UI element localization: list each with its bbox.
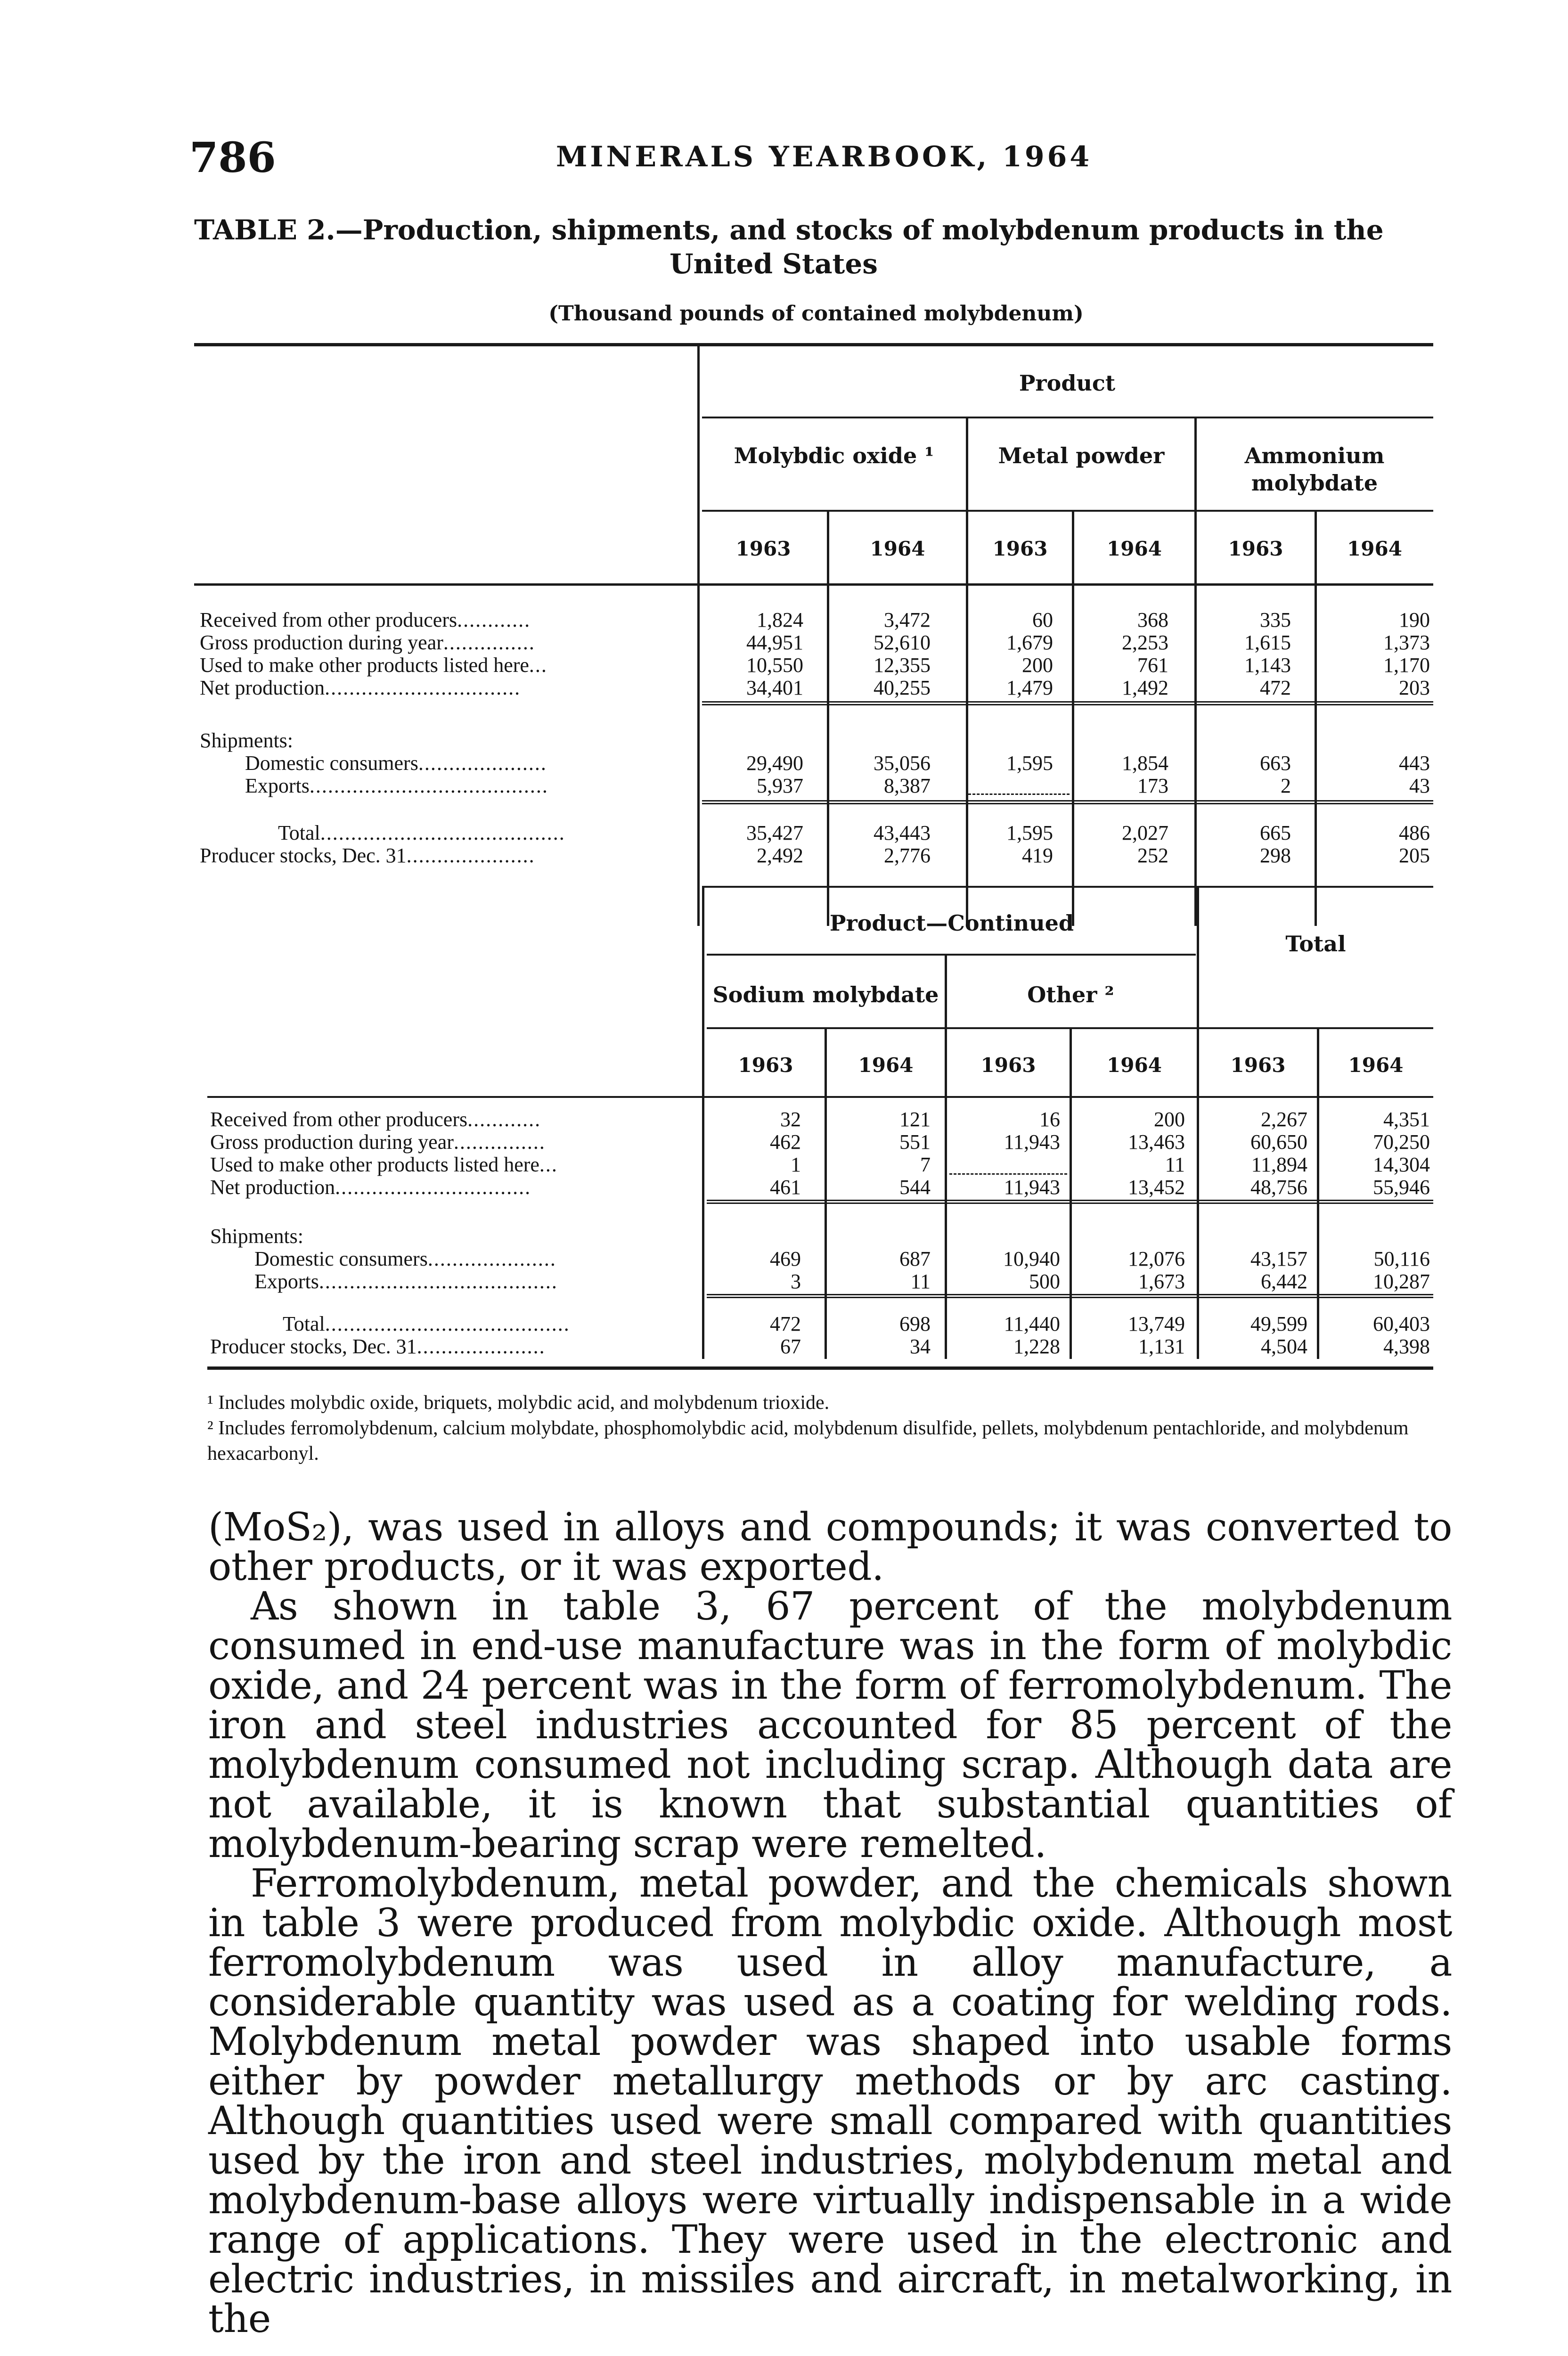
- p2-exports-2: 500: [1029, 1270, 1060, 1293]
- p1-total-4: 665: [1260, 821, 1291, 844]
- p2-domestic-4: 43,157: [1250, 1247, 1307, 1270]
- p1-exports-5: 43: [1409, 774, 1430, 797]
- p1-exports-3: 173: [1137, 774, 1168, 797]
- rule: [194, 583, 1433, 586]
- row-label-shipments: Shipments:: [210, 1225, 304, 1248]
- row-label-received: Received from other producers............: [200, 608, 531, 631]
- p2-stocks-2: 1,228: [1013, 1335, 1060, 1358]
- p2-gross-2: 11,943: [1004, 1130, 1060, 1153]
- year-1963: 1963: [1230, 1054, 1286, 1077]
- p2-received-0: 32: [780, 1108, 801, 1131]
- year-1963: 1963: [992, 537, 1048, 560]
- paragraph-1: (MoS₂), was used in alloys and compounds; it was converted to other products, or it was exported.: [208, 1505, 1452, 1589]
- footnote-2: ² Includes ferromolybdenum, calcium molybdate, phosphomolybdic acid, molybdenum disulfide, pellets, molybdenum pentachloride, and molybdenum hexacarbonyl.: [207, 1417, 1409, 1464]
- p1-used-5: 1,170: [1383, 654, 1430, 677]
- p1-domestic-2: 1,595: [1006, 752, 1053, 775]
- row-label-used: Used to make other products listed here...: [210, 1153, 558, 1176]
- year-1963: 1963: [1228, 537, 1283, 560]
- p1-stocks-2: 419: [1022, 844, 1053, 867]
- p1-domestic-0: 29,490: [746, 752, 803, 775]
- p2-net-4: 48,756: [1250, 1176, 1307, 1199]
- row-label-total: Total........................................: [283, 1312, 570, 1335]
- p1-stocks-5: 205: [1399, 844, 1430, 867]
- p1-received-4: 335: [1260, 608, 1291, 631]
- table-caption: [194, 213, 1438, 281]
- p2-net-5: 55,946: [1373, 1176, 1430, 1199]
- rule: [702, 803, 1433, 804]
- p2-domestic-1: 687: [899, 1247, 931, 1270]
- row-label-total: Total........................................: [278, 821, 565, 844]
- rule: [207, 1096, 1433, 1098]
- year-1964: 1964: [1107, 1054, 1162, 1077]
- product-continued-header: Product—Continued: [829, 910, 1074, 936]
- rule: [707, 1200, 1433, 1201]
- p1-exports-1: 8,387: [884, 774, 931, 797]
- group-sodium-molybdate: Sodium molybdate: [712, 982, 939, 1007]
- p2-exports-4: 6,442: [1261, 1270, 1307, 1293]
- p1-gross-1: 52,610: [874, 631, 931, 654]
- table-caption-line1: TABLE 2.—Production, shipments, and stocks of molybdenum products in the: [194, 214, 1384, 246]
- p2-total-2: 11,440: [1004, 1312, 1060, 1335]
- year-1964: 1964: [858, 1054, 914, 1077]
- row-label-domestic: Domestic consumers.....................: [254, 1247, 556, 1270]
- row-label-received: Received from other producers............: [210, 1108, 541, 1131]
- rule: [702, 510, 1433, 512]
- year-1963: 1963: [980, 1054, 1036, 1077]
- col-divider: [945, 956, 947, 1359]
- p1-net-5: 203: [1399, 676, 1430, 699]
- stub-divider: [697, 346, 700, 926]
- p2-received-4: 2,267: [1261, 1108, 1307, 1131]
- p1-gross-0: 44,951: [746, 631, 803, 654]
- p1-used-1: 12,355: [874, 654, 931, 677]
- table-caption-line2: United States: [670, 248, 878, 280]
- paragraph-2: As shown in table 3, 67 percent of the molybdenum consumed in end-use manufacture was in the form of molybdic oxide, and 24 percent was in the form of ferromolybdenum. The iron and steel industries accounted for 85 percent of the molybdenum consumed not including scrap. Although data are not available, it is known that substantial quantities of molybdenum-bearing scrap were remelted.: [208, 1584, 1452, 1866]
- p2-gross-1: 551: [899, 1130, 931, 1153]
- rule: [702, 800, 1433, 802]
- footnote-1: ¹ Includes molybdic oxide, briquets, molybdic acid, and molybdenum trioxide.: [207, 1392, 830, 1414]
- p1-stocks-0: 2,492: [757, 844, 803, 867]
- p2-received-5: 4,351: [1383, 1108, 1430, 1131]
- p2-domestic-2: 10,940: [1003, 1247, 1060, 1270]
- p1-gross-5: 1,373: [1383, 631, 1430, 654]
- year-1964: 1964: [1348, 1054, 1404, 1077]
- p2-stocks-1: 34: [910, 1335, 931, 1358]
- p1-received-0: 1,824: [757, 608, 803, 631]
- row-label-used: Used to make other products listed here...: [200, 654, 547, 677]
- p2-exports-0: 3: [791, 1270, 801, 1293]
- paragraph-3: Ferromolybdenum, metal powder, and the chemicals shown in table 3 were produced from molybdic oxide. Although most ferromolybdenum was used in alloy manufacture, a considerable quantity was used as a coating for welding rods. Molybdenum metal powder was shaped into usable forms either by powder metallurgy methods or by arc casting. Although quantities used were small compared with quantities used by the iron and steel industries, molybdenum metal and molybdenum-base alloys were virtually indispensable in a wide range of applications. They were used in the electronic and electric industries, in missiles and aircraft, in metalworking, in the: [208, 1861, 1452, 2341]
- row-label-gross: Gross production during year...............: [200, 631, 535, 654]
- p1-net-0: 34,401: [746, 676, 803, 699]
- p2-used-5: 14,304: [1373, 1153, 1430, 1176]
- p1-total-1: 43,443: [874, 821, 931, 844]
- p2-total-3: 13,749: [1128, 1312, 1185, 1335]
- p2-domestic-5: 50,116: [1373, 1247, 1430, 1270]
- rule: [707, 1203, 1433, 1204]
- p2-used-3: 11: [1165, 1153, 1185, 1176]
- p2-stocks-4: 4,504: [1261, 1335, 1307, 1358]
- table-top-rule: [194, 343, 1433, 346]
- total-header: Total: [1285, 931, 1346, 957]
- stub-divider: [702, 888, 704, 1359]
- row-label-gross: Gross production during year...............: [210, 1130, 546, 1153]
- p1-net-1: 40,255: [874, 676, 931, 699]
- year-1964: 1964: [1107, 537, 1162, 560]
- p1-exports-4: 2: [1281, 774, 1291, 797]
- row-label-stocks: Producer stocks, Dec. 31.....................: [200, 844, 535, 867]
- product-header: Product: [1019, 370, 1116, 396]
- running-title: MINERALS YEARBOOK, 1964: [556, 140, 1093, 173]
- p2-received-3: 200: [1154, 1108, 1185, 1131]
- p2-total-1: 698: [899, 1312, 931, 1335]
- table-bottom-rule: [207, 1366, 1433, 1370]
- year-1963: 1963: [738, 1054, 793, 1077]
- p2-stocks-3: 1,131: [1138, 1335, 1185, 1358]
- p2-gross-5: 70,250: [1373, 1130, 1430, 1153]
- p2-exports-5: 10,287: [1373, 1270, 1430, 1293]
- p2-received-1: 121: [899, 1108, 931, 1131]
- group-metal-powder: Metal powder: [998, 443, 1165, 468]
- p2-stocks-5: 4,398: [1383, 1335, 1430, 1358]
- p1-net-3: 1,492: [1122, 676, 1168, 699]
- p1-stocks-4: 298: [1260, 844, 1291, 867]
- rule: [707, 1297, 1433, 1298]
- rule: [968, 794, 1070, 796]
- p1-received-2: 60: [1032, 608, 1053, 631]
- p2-exports-1: 11: [910, 1270, 931, 1293]
- p1-domestic-1: 35,056: [874, 752, 931, 775]
- page-number: 786: [189, 133, 276, 182]
- p2-domestic-3: 12,076: [1128, 1247, 1185, 1270]
- row-label-exports: Exports.......................................: [245, 774, 548, 797]
- group-other: Other ²: [1027, 982, 1114, 1007]
- p1-total-2: 1,595: [1006, 821, 1053, 844]
- p1-exports-0: 5,937: [757, 774, 803, 797]
- row-label-domestic: Domestic consumers.....................: [245, 752, 547, 775]
- group-molybdic-oxide: Molybdic oxide ¹: [734, 443, 934, 468]
- p1-received-1: 3,472: [884, 608, 931, 631]
- body-text: [208, 1505, 1452, 2341]
- p2-total-0: 472: [770, 1312, 801, 1335]
- year-1964: 1964: [870, 537, 925, 560]
- p2-used-0: 1: [791, 1153, 801, 1176]
- row-label-net: Net production................................: [200, 676, 521, 699]
- p2-received-2: 16: [1039, 1108, 1060, 1131]
- p2-stocks-0: 67: [780, 1335, 801, 1358]
- p1-used-2: 200: [1022, 654, 1053, 677]
- p2-net-3: 13,452: [1128, 1176, 1185, 1199]
- p2-net-1: 544: [899, 1176, 931, 1199]
- rule: [707, 1294, 1433, 1295]
- rule: [702, 417, 1433, 418]
- p2-net-0: 461: [770, 1176, 801, 1199]
- row-label-net: Net production................................: [210, 1176, 531, 1199]
- p1-gross-2: 1,679: [1006, 631, 1053, 654]
- p1-gross-3: 2,253: [1122, 631, 1168, 654]
- p1-used-3: 761: [1137, 654, 1168, 677]
- p2-domestic-0: 469: [770, 1247, 801, 1270]
- year-1963: 1963: [735, 537, 791, 560]
- p2-total-5: 60,403: [1373, 1312, 1430, 1335]
- rule: [702, 701, 1433, 703]
- p1-domestic-5: 443: [1399, 752, 1430, 775]
- rule: [707, 954, 1196, 956]
- p1-stocks-1: 2,776: [884, 844, 931, 867]
- year-1964: 1964: [1347, 537, 1402, 560]
- p2-used-4: 11,894: [1251, 1153, 1307, 1176]
- row-label-stocks: Producer stocks, Dec. 31.....................: [210, 1335, 546, 1358]
- p1-gross-4: 1,615: [1244, 631, 1291, 654]
- p2-total-4: 49,599: [1250, 1312, 1307, 1335]
- p1-stocks-3: 252: [1137, 844, 1168, 867]
- p1-received-3: 368: [1137, 608, 1168, 631]
- row-label-shipments: Shipments:: [200, 729, 294, 752]
- p2-net-2: 11,943: [1004, 1176, 1060, 1199]
- p2-gross-3: 13,463: [1128, 1130, 1185, 1153]
- row-label-exports: Exports.......................................: [254, 1270, 558, 1293]
- rule: [702, 886, 1433, 888]
- p1-total-3: 2,027: [1122, 821, 1168, 844]
- p2-used-1: 7: [920, 1153, 931, 1176]
- p1-net-4: 472: [1260, 676, 1291, 699]
- p1-net-2: 1,479: [1006, 676, 1053, 699]
- rule: [702, 704, 1433, 705]
- p1-received-5: 190: [1399, 608, 1430, 631]
- p1-domestic-3: 1,854: [1122, 752, 1168, 775]
- p1-used-4: 1,143: [1244, 654, 1291, 677]
- p1-total-0: 35,427: [746, 821, 803, 844]
- p2-gross-4: 60,650: [1250, 1130, 1307, 1153]
- p1-domestic-4: 663: [1260, 752, 1291, 775]
- p1-total-5: 486: [1399, 821, 1430, 844]
- p1-used-0: 10,550: [746, 654, 803, 677]
- p2-gross-0: 462: [770, 1130, 801, 1153]
- p2-exports-3: 1,673: [1138, 1270, 1185, 1293]
- group-ammonium-molybdate: Ammonium molybdate: [1244, 443, 1385, 496]
- table-units: (Thousand pounds of contained molybdenum): [548, 302, 1084, 326]
